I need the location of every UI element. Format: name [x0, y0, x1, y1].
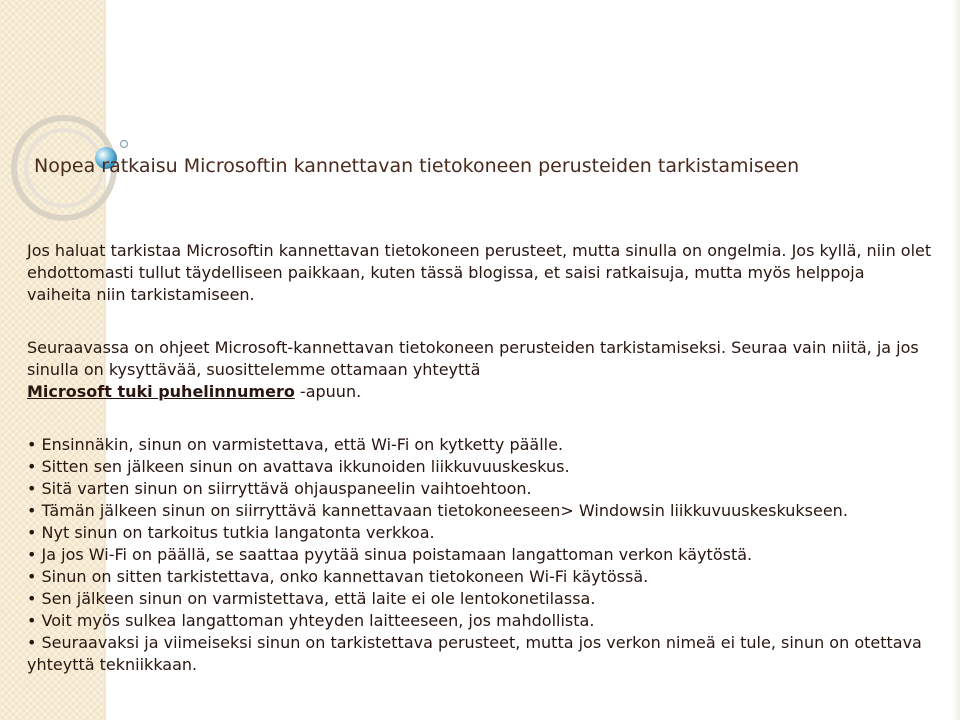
list-item: • Nyt sinun on tarkoitus tutkia langatonta verkkoa. — [27, 523, 435, 542]
right-edge-shadow — [952, 0, 960, 720]
ornament-small-ring — [121, 141, 128, 148]
guide-text: Seuraavassa on ohjeet Microsoft-kannettavan tietokoneen perusteiden tarkistamiseksi. Seuraa vain niitä, ja jos sinulla on kysyttävää, suosittelemme ottamaan yhteyttä — [27, 338, 919, 379]
list-item: • Seuraavaksi ja viimeiseksi sinun on tarkistettava perusteet, mutta jos verkon nimeä ei tule, sinun on otettava yhteyttä tekniikkaan. — [27, 633, 922, 674]
guide-text-suffix: -apuun. — [294, 382, 362, 401]
list-item: • Ja jos Wi-Fi on päällä, se saattaa pyytää sinua poistamaan langattoman verkon käytöstä. — [27, 545, 753, 564]
list-item: • Sitä varten sinun on siirryttävä ohjauspaneelin vaihtoehtoon. — [27, 479, 532, 498]
content-body — [27, 240, 932, 676]
guide-paragraph — [27, 337, 932, 403]
steps-list — [27, 434, 932, 676]
list-item: • Voit myös sulkea langattoman yhteyden laitteeseen, jos mahdollista. — [27, 611, 595, 630]
page-title: Nopea ratkaisu Microsoftin kannettavan tietokoneen perusteiden tarkistamiseen — [34, 155, 800, 177]
list-item: • Sen jälkeen sinun on varmistettava, että laite ei ole lentokonetilassa. — [27, 589, 596, 608]
support-phone-link[interactable]: Microsoft tuki puhelinnumero — [27, 382, 295, 401]
list-item: • Sinun on sitten tarkistettava, onko kannettavan tietokoneen Wi-Fi käytössä. — [27, 567, 649, 586]
list-item: • Sitten sen jälkeen sinun on avattava ikkunoiden liikkuvuuskeskus. — [27, 457, 570, 476]
list-item: • Tämän jälkeen sinun on siirryttävä kannettavaan tietokoneeseen> Windowsin liikkuvuuskeskukseen. — [27, 501, 848, 520]
list-item: • Ensinnäkin, sinun on varmistettava, että Wi-Fi on kytketty päälle. — [27, 435, 564, 454]
intro-paragraph: Jos haluat tarkistaa Microsoftin kannettavan tietokoneen perusteet, mutta sinulla on ongelmia. Jos kyllä, niin olet ehdottomasti tullut täydelliseen paikkaan, kuten tässä blogissa, et saisi ratkaisuja, mutta myös helppoja vaiheita niin tarkistamiseen. — [27, 241, 932, 304]
